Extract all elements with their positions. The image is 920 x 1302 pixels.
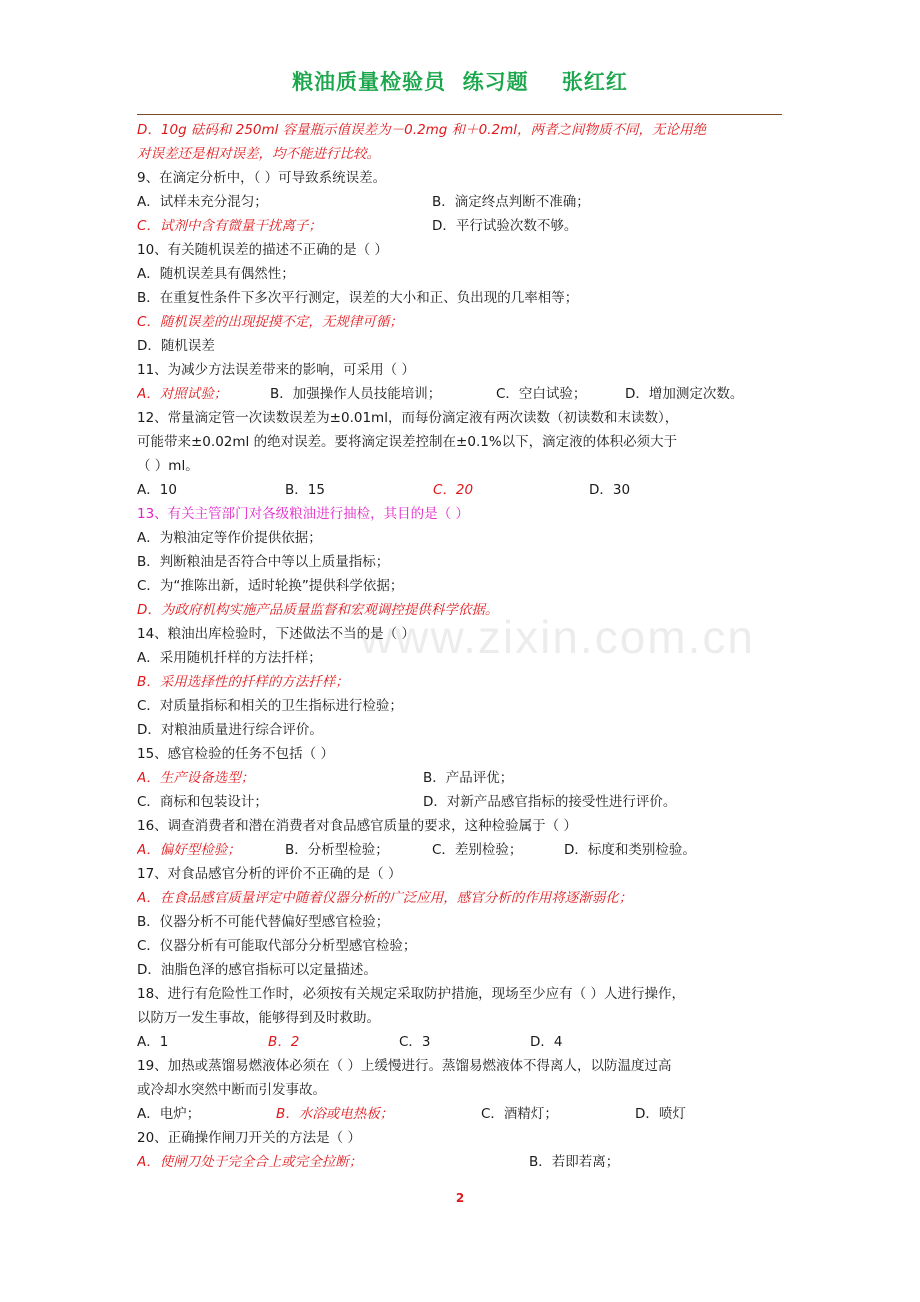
option-d: D．增加测定次数。: [625, 386, 744, 402]
option-c-correct: C．20: [433, 482, 474, 498]
option-d: D．30: [589, 482, 631, 498]
question-15: 15、感官检验的任务不包括（ ）: [137, 746, 334, 762]
option-row: [137, 190, 792, 214]
option-d: D．对粮油质量进行综合评价。: [137, 722, 323, 738]
option-b: B．产品评优；: [423, 770, 514, 786]
option-d: D．标度和类别检验。: [564, 842, 696, 858]
option-c: C．对质量指标和相关的卫生指标进行检验；: [137, 698, 403, 714]
option-c: C．空白试验；: [496, 386, 587, 402]
page-title: 粮油质量检验员 练习题 张红红: [292, 70, 628, 94]
option-c: C．商标和包装设计；: [137, 794, 268, 810]
option-row: [137, 1030, 792, 1054]
option-c-correct: C．随机误差的出现捉摸不定，无规律可循；: [137, 314, 403, 330]
header-divider: [137, 114, 782, 115]
option-d: D．对新产品感官指标的接受性进行评价。: [423, 794, 677, 810]
question-20: 20、正确操作闸刀开关的方法是（ ）: [137, 1130, 361, 1146]
option-row: [137, 478, 792, 502]
page-number: 2: [455, 1191, 465, 1205]
option-d-correct: D．为政府机构实施产品质量监督和宏观调控提供科学依据。: [137, 602, 499, 618]
question-19-cont: 或冷却水突然中断而引发事故。: [137, 1082, 326, 1098]
question-17: 17、对食品感官分析的评价不正确的是（ ）: [137, 866, 402, 882]
document-body: [137, 118, 792, 1174]
option-d: D．4: [530, 1034, 563, 1050]
option-b: B．判断粮油是否符合中等以上质量指标；: [137, 554, 390, 570]
option-b: B．若即若离；: [529, 1154, 620, 1170]
question-12-cont: （ ）ml。: [137, 458, 199, 474]
option-a: A．10: [137, 482, 177, 498]
option-d: D．平行试验次数不够。: [432, 218, 578, 234]
option-a: A．试样未充分混匀；: [137, 194, 268, 210]
option-b: B．15: [285, 482, 325, 498]
option-a-correct: A．在食品感官质量评定中随着仪器分析的广泛应用，感官分析的作用将逐渐弱化；: [137, 890, 633, 906]
option-d: D．喷灯: [635, 1106, 686, 1122]
option-d: D．随机误差: [137, 338, 215, 354]
option-c: C．差别检验；: [432, 842, 523, 858]
option-a: A．为粮油定等作价提供依据；: [137, 530, 322, 546]
option-row: [137, 382, 792, 406]
question-12-cont: 可能带来±0.02ml 的绝对误差。要将滴定误差控制在±0.1%以下，滴定液的体积必须大于: [137, 434, 678, 450]
question-16: 16、调查消费者和潜在消费者对食品感官质量的要求，这种检验属于（ ）: [137, 818, 577, 834]
option-row: [137, 766, 792, 790]
option-a-correct: A．使闸刀处于完全合上或完全拉断；: [137, 1154, 363, 1170]
option-b: B．滴定终点判断不准确；: [432, 194, 590, 210]
question-19: 19、加热或蒸馏易燃液体必须在（ ）上缓慢进行。蒸馏易燃液体不得离人，以防温度过高: [137, 1058, 672, 1074]
option-d: D．油脂色泽的感官指标可以定量描述。: [137, 962, 377, 978]
question-12: 12、常量滴定管一次读数误差为±0.01ml，而每份滴定液有两次读数（初读数和末读数），: [137, 410, 679, 426]
question-13: 13、有关主管部门对各级粮油进行抽检，其目的是（ ）: [137, 506, 469, 522]
question-9: 9、在滴定分析中，（ ）可导致系统误差。: [137, 170, 387, 186]
option-c: C．为“推陈出新，适时轮换”提供科学依据；: [137, 578, 404, 594]
answer-line: 对误差还是相对误差，均不能进行比较。: [137, 146, 380, 162]
option-b-correct: B．采用选择性的扦样的方法扦样；: [137, 674, 349, 690]
option-c-correct: C．试剂中含有微量干扰离子；: [137, 218, 322, 234]
option-a: A．1: [137, 1034, 169, 1050]
option-b-correct: B．水浴或电热板；: [276, 1106, 394, 1122]
option-b-correct: B．2: [268, 1034, 300, 1050]
option-c: C．3: [399, 1034, 431, 1050]
option-a-correct: A．生产设备选型；: [137, 770, 255, 786]
option-b: B．加强操作人员技能培训；: [270, 386, 442, 402]
option-a-correct: A．偏好型检验；: [137, 842, 241, 858]
option-c: C．酒精灯；: [481, 1106, 558, 1122]
option-a-correct: A．对照试验；: [137, 386, 228, 402]
watermark: www.zixin.com.cn: [360, 611, 755, 663]
option-row: [137, 838, 792, 862]
option-row: [137, 1150, 792, 1174]
question-18-cont: 以防万一发生事故，能够得到及时救助。: [137, 1010, 380, 1026]
question-10: 10、有关随机误差的描述不正确的是（ ）: [137, 242, 388, 258]
option-c: C．仪器分析有可能取代部分分析型感官检验；: [137, 938, 417, 954]
question-14: 14、粮油出库检验时，下述做法不当的是（ ）: [137, 626, 415, 642]
question-18: 18、进行有危险性工作时，必须按有关规定采取防护措施，现场至少应有（ ）人进行操作，: [137, 986, 685, 1002]
option-a: A．采用随机扦样的方法扦样；: [137, 650, 322, 666]
option-row: [137, 1102, 792, 1126]
option-b: B．分析型检验；: [285, 842, 389, 858]
answer-line: D．10g 砝码和 250ml 容量瓶示值误差为－0.2mg 和＋0.2ml，两者之间物质不同，无论用绝: [137, 122, 707, 138]
option-b: B．在重复性条件下多次平行测定，误差的大小和正、负出现的几率相等；: [137, 290, 579, 306]
option-row: [137, 790, 792, 814]
option-a: A．随机误差具有偶然性；: [137, 266, 295, 282]
question-11: 11、为减少方法误差带来的影响，可采用（ ）: [137, 362, 415, 378]
option-a: A．电炉；: [137, 1106, 201, 1122]
option-b: B．仪器分析不可能代替偏好型感官检验；: [137, 914, 390, 930]
option-row: [137, 214, 792, 238]
